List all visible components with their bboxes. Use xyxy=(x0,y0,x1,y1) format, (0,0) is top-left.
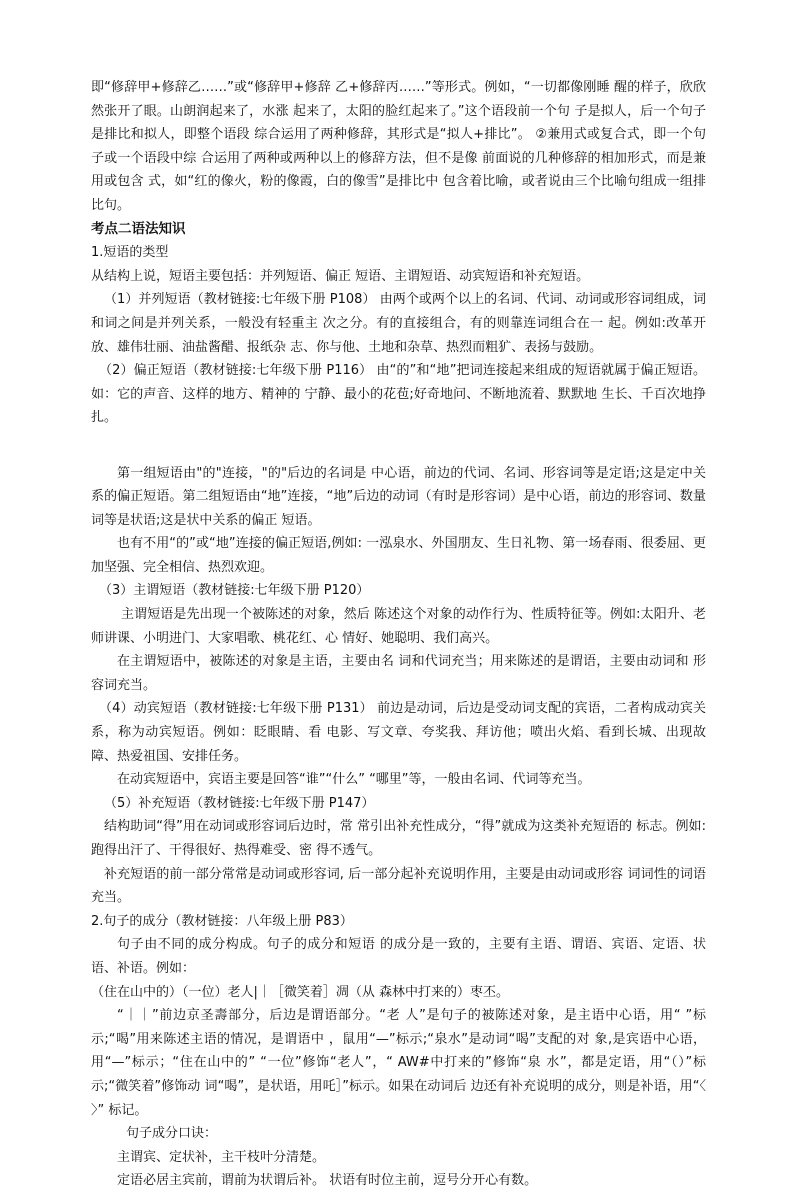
spacer xyxy=(91,454,706,462)
complement-phrase-paragraph: 结构助词“得”用在动词或形容词后边时，常 常引出补充性成分，“得”就成为这类补充短语的 标志。例如:跑得出汗了、干得很好、热得难受、密 得不透气。 xyxy=(91,819,706,858)
section-heading-grammar: 考点二语法知识 xyxy=(91,220,186,237)
subject-predicate-explanation: 在主谓短语中，被陈述的对象是主语，主要由名 词和代词充当；用来陈述的是谓语，主要由动词和 形容词充当。 xyxy=(91,654,706,693)
sentence-components-intro: 句子由不同的成分构成。句子的成分和短语 的成分是一致的，主要有主语、谓语、宾语、定语、状语、补语。例如： xyxy=(91,937,706,976)
subject-predicate-paragraph: 主谓短语是先出现一个被陈述的对象，然后 陈述这个对象的动作行为、性质特征等。例如:太阳升、老师讲课、小明进门、大家唱歌、桃花红、心 情好、她聪明、我们高兴。 xyxy=(91,607,706,646)
mnemonic-line-2: 定语必居主宾前，谓前为状谓后补。 状语有时位主前，逗号分开心有数。 xyxy=(117,1173,538,1189)
verb-object-explanation: 在动宾短语中，宾语主要是回答“谁”“什么” “哪里”等，一般由名词、代词等充当。 xyxy=(117,772,591,788)
complement-phrase-explanation: 补充短语的前一部分常常是动词或形容词, 后一部分起补充说明作用，主要是由动词或形容 词词性的词语充当。 xyxy=(91,866,706,906)
verb-object-paragraph: （4）动宾短语（教材链接:七年级下册 P131） 前边是动词，后边是受动词支配的宾语，二者构成动宾关系，称为动宾短语。例如：眨眼睛、看 电影、写文章、夸奖我、拜访他；喷出火焰、看到长城、出现故障、热爱祖国、安排任务。 xyxy=(91,701,706,764)
subheading-phrase-types: 1.短语的类型 xyxy=(91,245,169,261)
modifier-explanation-paragraph: 第一组短语由"的"连接，"的"后边的名词是 中心语，前边的代词、名词、形容词等是定语;这是定中关系的偏正短语。第二组短语由“地”连接，“地”后边的动词（有时是形容词）是中心语，前边的形容词、数量词等是状语;这是状中关系的偏正 短语。 xyxy=(91,465,706,528)
rhetoric-combination-paragraph: 即“修辞甲+修辞乙……”或“修辞甲+修辞 乙+修辞丙……”等形式。例如，“一切都像刚睡 醒的样子，欣欣然张开了眼。山朗润起来了，水涨 起来了，太阳的脸红起来了。”这个语段前一个句 子是拟人，后一个句子是排比和拟人，即整个语段 综合运用了两种修辞，其形式是“拟人+排比”。 ②兼用式或复合式，即一个句子或一个语段中综 合运用了两种或两种以上的修辞方法，但不是像 前面说的几种修辞的相加形式，而是兼用或包含 式，如“红的像火，粉的像霞，白的像雪”是排比中 包含着比喻，或者说由三个比喻句组成一组排 比句。 xyxy=(91,80,706,213)
blank-line xyxy=(91,430,706,454)
coordinate-phrase-paragraph: （1）并列短语（教材链接:七年级下册 P108） 由两个或两个以上的名词、代词、动词或形容词组成，词和词之间是并列关系，一般没有轻重主 次之分。有的直接组合，有的则靠连词组合在一 起。例如:改革开放、雄伟壮丽、油盐酱醋、报纸杂 志、你与他、土地和杂草、热烈而粗犷、表扬与鼓励。 xyxy=(91,292,706,355)
document-page xyxy=(91,76,706,1193)
example-analysis-paragraph: “｜｜”前边京圣壽部分，后边是谓语部分。“老 人”是句子的被陈述对象，是主语中心语，用“ ”标示;“喝”用来陈述主语的情况，是谓语中 ，鼠用“—”标示;“泉水”是动词“喝”支配的对 象,是宾语中心语，用“—”标示；“住在山中的” “一位”修饰“老人”，“ AW#中打来的”修饰“泉 水”，都是定语，用“（）”标示;“微笑着”修饰动 词“喝”，是状语，用吒］”标示。如果在动词后 边还有补充说明的成分，则是补语，用“〈 〉” 标记。 xyxy=(91,1008,706,1118)
complement-phrase-heading: （5）补充短语（教材链接:七年级下册 P147） xyxy=(104,795,375,811)
example-sentence: （住在山中的）（一位）老人|｜［微笑着］凋（从 森林中打来的）枣丕。 xyxy=(91,984,510,1000)
subject-predicate-heading: （3）主谓短语（教材链接:七年级下册 P120） xyxy=(99,583,370,599)
subheading-sentence-components: 2.句子的成分（教材链接：八年级上册 P83） xyxy=(91,913,353,929)
phrase-types-intro: 从结构上说，短语主要包括：并列短语、偏正 短语、主谓短语、动宾短语和补充短语。 xyxy=(91,268,590,284)
mnemonic-line-1: 主谓宾、定状补，主干枝叶分清楚。 xyxy=(117,1149,326,1165)
modifier-phrase-paragraph: （2）偏正短语（教材链接:七年级下册 P116） 由“的”和“地”把词连接起来组成的短语就属于偏正短语。如：它的声音、这样的地方、精神的 宁静、最小的花苞;好奇地问、不断地流着、默默地 生长、千百次地挣扎。 xyxy=(91,363,706,426)
modifier-no-particle-paragraph: 也有不用“的”或“地”连接的偏正短语,例如: 一泓泉水、外国朋友、生日礼物、第一场春雨、很委屈、更加坚强、完全相信、热烈欢迎。 xyxy=(91,536,706,575)
mnemonic-title: 句子成分口诀： xyxy=(126,1126,218,1142)
